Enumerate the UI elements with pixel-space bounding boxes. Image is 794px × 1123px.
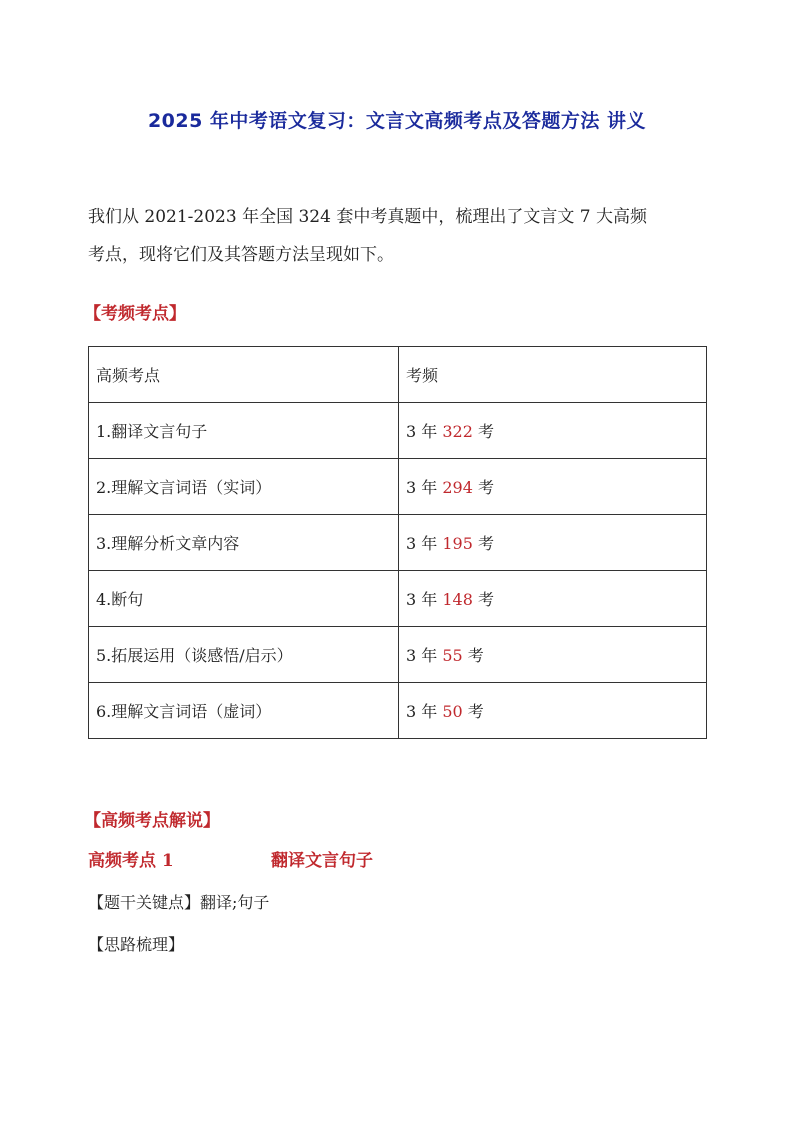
frequency-count: 50	[442, 702, 463, 721]
point-cell: 4.断句	[89, 571, 399, 627]
frequency-table	[88, 346, 707, 739]
frequency-suffix: 考	[462, 702, 484, 721]
frequency-suffix: 考	[472, 590, 494, 609]
column-header-point: 高频考点	[89, 347, 399, 403]
table-row	[89, 627, 707, 683]
table-header-row	[89, 347, 707, 403]
frequency-cell	[399, 683, 707, 739]
frequency-suffix: 考	[472, 478, 494, 497]
intro-line-2: 考点，现将它们及其答题方法呈现如下。	[88, 245, 394, 265]
intro-line-1: 我们从 2021-2023 年全国 324 套中考真题中，梳理出了文言文 7 大高频	[88, 207, 647, 227]
point-cell: 2.理解文言词语（实词）	[89, 459, 399, 515]
frequency-prefix: 3 年	[406, 702, 443, 721]
frequency-prefix: 3 年	[406, 422, 443, 441]
frequency-suffix: 考	[472, 534, 494, 553]
frequency-cell	[399, 459, 707, 515]
frequency-count: 55	[442, 646, 463, 665]
point-name: 翻译文言句子	[271, 851, 373, 871]
point-number-label: 高频考点 1	[88, 851, 174, 871]
frequency-prefix: 3 年	[406, 646, 443, 665]
frequency-cell	[399, 403, 707, 459]
table-row	[89, 459, 707, 515]
page-title: 2025 年中考语文复习：文言文高频考点及答题方法 讲义	[147, 110, 647, 132]
frequency-count: 322	[442, 422, 473, 441]
section-heading-explanation: 【高频考点解说】	[84, 811, 220, 831]
frequency-count: 294	[442, 478, 473, 497]
column-header-frequency: 考频	[399, 347, 707, 403]
frequency-cell	[399, 571, 707, 627]
table-row	[89, 683, 707, 739]
frequency-prefix: 3 年	[406, 478, 443, 497]
frequency-suffix: 考	[462, 646, 484, 665]
table-row	[89, 571, 707, 627]
frequency-suffix: 考	[472, 422, 494, 441]
point-cell: 6.理解文言词语（虚词）	[89, 683, 399, 739]
frequency-prefix: 3 年	[406, 534, 443, 553]
point-cell: 3.理解分析文章内容	[89, 515, 399, 571]
table-row	[89, 403, 707, 459]
frequency-prefix: 3 年	[406, 590, 443, 609]
frequency-count: 148	[442, 590, 473, 609]
point-cell: 1.翻译文言句子	[89, 403, 399, 459]
frequency-count: 195	[442, 534, 473, 553]
keywords-line: 【题干关键点】翻译;句子	[88, 893, 270, 912]
thinking-line: 【思路梳理】	[88, 935, 185, 954]
frequency-cell	[399, 515, 707, 571]
table-row	[89, 515, 707, 571]
intro-paragraph	[88, 198, 712, 274]
point-cell: 5.拓展运用（谈感悟/启示）	[89, 627, 399, 683]
frequency-cell	[399, 627, 707, 683]
section-heading-frequency: 【考频考点】	[84, 304, 186, 324]
